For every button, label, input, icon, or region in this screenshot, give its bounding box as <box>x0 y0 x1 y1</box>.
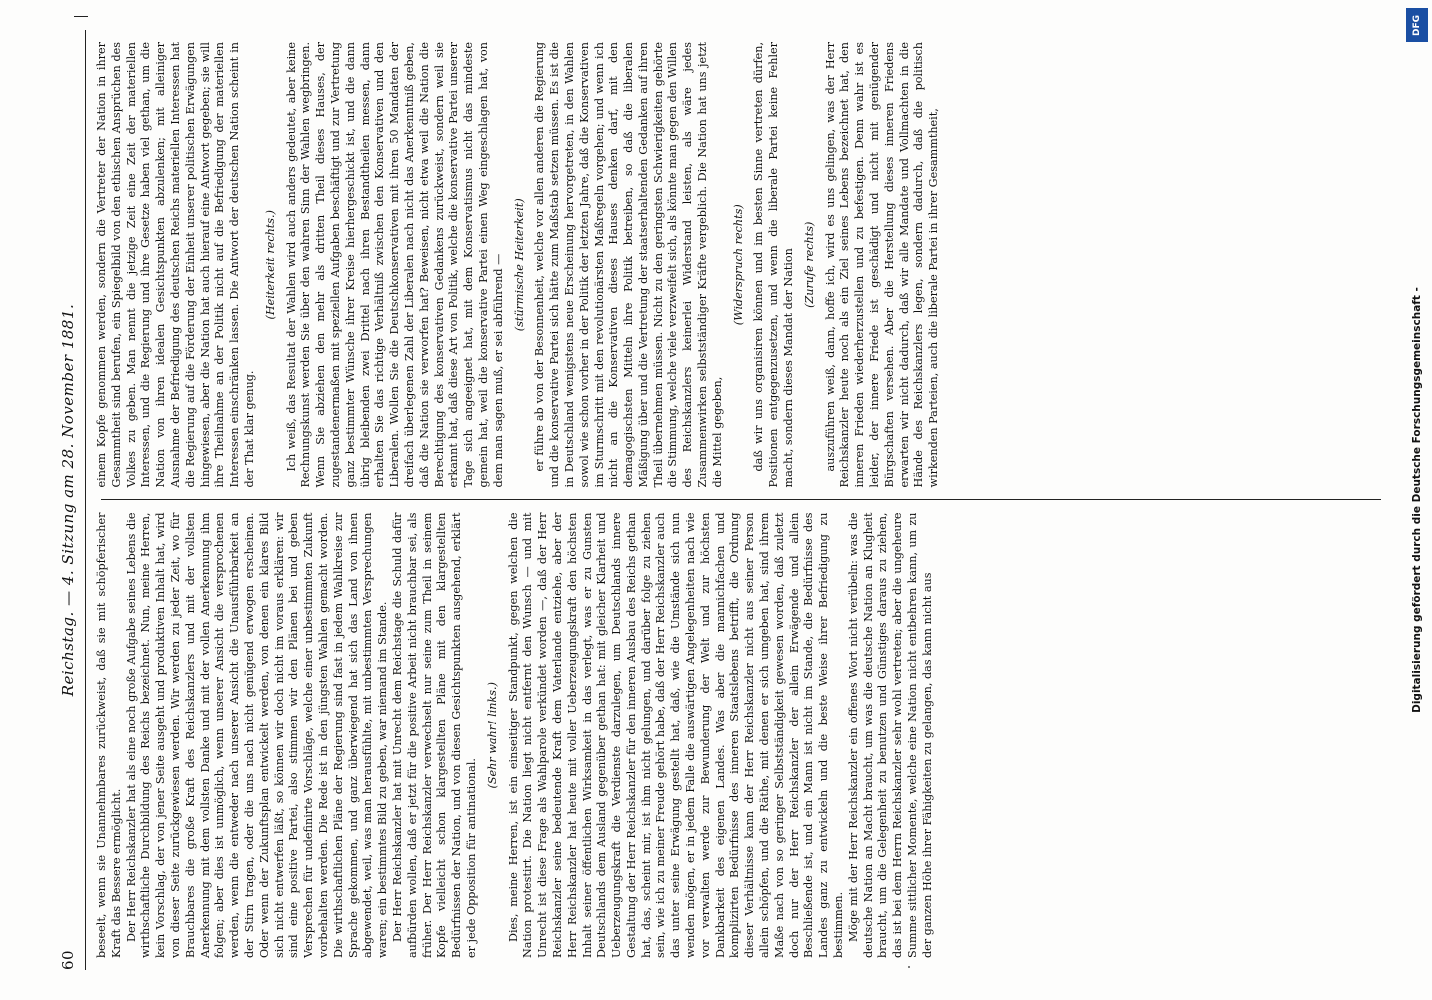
rotated-page <box>51 30 1381 970</box>
digitization-note <box>1406 8 1428 992</box>
paragraph: beseelt, wenn sie Unannehmbares zurückweist, daß sie mit schöpferischer Kraft das Bessere ermöglicht. <box>95 512 123 958</box>
margin-tick <box>74 16 88 17</box>
text-column-left <box>95 501 1381 971</box>
paragraph: Der Herr Reichskanzler hat als eine noch große Aufgabe seines Lebens die wirthschaftliche Durchbildung des Reichs bezeichnet. Nun, meine Herren, kein Vorschlag, der von jener Seite ausgeht und produktiven Inhalt hat, wird von dieser Seite zurückgewiesen werden. Wir werden zu jeder Zeit, wo für Brauchbares die große Kraft des Reichskanzlers und mit der vollsten Anerkennung mit dem vollsten Danke und mit der vollen Anerkennung ihm folgen; aber dies ist unmöglich, wenn unserer Ansicht die versprochenen werden, wenn die entweder nach unserer Ansicht die Unausführbarkeit an der Stirn tragen, oder die uns nach nicht genügend erwogen erscheinen. Oder wenn der Zukunftsplan entwickelt werden, von denen ein klares Bild sich nicht entwerfen läßt, so können wir doch nicht im voraus erklären: wir sind eine positive Partei, also stimmen wir den Plänen bei und geben Versprechen für undefinirte Vorschläge, welche einer unbestimmten Zukunft vorbehalten werden. Die Rede ist in den jüngsten Wahlen gemacht worden. Die wirthschaftlichen Pläne der Regierung sind fast in jedem Wahlkreise zur Sprache gekommen, und ganz überwiegend hat sich das Land von ihnen abgewendet, weil, was man herausfühlte, mit unbestimmten Versprechungen waren; ein bestimmtes Bild zu geben, war niemand im Stande. <box>124 512 390 958</box>
paragraph: Ich weiß, das Resultat der Wahlen wird auch anders gedeutet, aber keine Rechnungskunst werden Sie über den wahren Sinn der Wahlen wegbringen. Wenn Sie abziehen den mehr als dritten Theil dieses Hauses, der zugestandenermaßen mit speziellen Aufgaben beschäftigt und zur Vertretung ganz bestimmter Wünsche ihrer Kreise hierhergeschickt ist, und die dann übrig bleibenden zwei Drittel nach ihren Bestandtheilen messen, dann erhalten Sie das richtige Verhältniß zwischen den Konservativen und den Liberalen. Wollen Sie die Deutschkonservativen mit ihren 50 Mandaten der dreifach überlegenen Zahl der Liberalen nach nicht das Anerkenntniß geben, daß die Nation sie verworfen hat? Beweisen, nicht etwa weil die Nation die Berechtigung des konservativen Gedankens zurückweist, sondern weil sie erkannt hat, daß diese Art von Politik, welche die konservative Partei unserer Tage sich angeeignet hat, mit dem Konservatismus nicht das mindeste gemein hat, weil die konservative Partei einen Weg eingeschlagen hat, von dem man sagen muß, er sei abführend — <box>284 42 505 488</box>
interjection: (stürmische Heiterkeit) <box>512 198 526 332</box>
paragraph: Möge mit der Herr Reichskanzler ein offenes Wort nicht verübeln: was die deutsche Nation an Macht braucht, um was die deutsche Nation an Klugheit braucht, um die Gelegenheit zu benutzen und Günstiges daraus zu ziehen, das ist bei dem Herrn Reichskanzler sehr wohl vertreten; aber die ungeheure Summe sittlicher Momente, welche eine Nation nicht entbehren kann, um zu der ganzen Höhe ihrer Fähigkeiten zu gelangen, das kann nicht aus <box>846 512 934 958</box>
paragraph: er führe ab von der Besonnenheit, welche vor allen anderen die Regierung und die konservative Partei sich hätte zum Maßstab setzen müssen. Es ist die in Deutschland wenigstens neue Erscheinung hervorgetreten, in den Wahlen sowol wie schon vorher in der Politik der letzten Jahre, daß die Konservativen im Sturmschritt mit den revolutionärsten Maßregeln vorgehen; und wenn ich nicht an die Konservativen dieses Hauses denken darf, mit den demagogischsten Mitteln ihre Politik betreiben, so daß die liberalen Mäßigung über und die Vertretung der staatserhaltenden Gedanken auf ihren Theil übernehmen müssen. Nicht zu den geringsten Schwierigkeiten gehörte die Stimmung, welche viele verzweifelt sich, als könnte man gegen den Willen des Reichskanzlers keinerlei Widerstand leisten, als wäre jedes Zusammenwirken selbstständiger Kräfte vergeblich. Die Nation hat uns jetzt die Mittel gegeben, <box>533 42 724 488</box>
page-number: 60 <box>59 949 77 970</box>
interjection: (Sehr wahr! links.) <box>485 682 499 789</box>
dfg-logo: DFG <box>1406 8 1428 42</box>
digitization-credit: Digitalisierung gefördert durch die Deutsche Forschungsgemeinschaft - <box>1411 287 1423 713</box>
paragraph: Der Herr Reichskanzler hat mit Unrecht dem Reichstage die Schuld dafür aufbürden wollen, daß er jetzt für die positive Arbeit nicht brauchbar sei, als früher. Der Herr Reichskanzler verwechselt nur seine zum Theil in seinem Kopfe vielleicht schon klargestellten Pläne mit den klargestellten Bedürfnissen der Nation, und von diesen Gesichtspunkten ausgehend, erklärt er jede Opposition für antinational. <box>390 512 478 958</box>
column-rule <box>101 500 1381 501</box>
text-column-right <box>95 30 1381 500</box>
speck <box>908 966 910 968</box>
paragraph: daß wir uns organisiren können und im besten Sinne vertreten dürfen, Positionen entgegenzusetzen, und wenn die liberale Partei keine Fehler macht, sondern dieses Mandat der Nation <box>752 42 796 488</box>
paragraph: einem Kopfe genommen werden, sondern die Vertreter der Nation in ihrer Gesammtheit sind berufen, ein Spiegelbild von den ethischen Ansprüchen des Volkes zu geben. Man nennt die jetzige Zeit eine Zeit der materiellen Interessen, und die Regierung und ihre Gesetze haben viel gethan, um die Nation von ihren idealen Gesichtspunkten abzulenken; mit alleiniger Ausnahme der Befriedigung des deutschen Reichs materiellen Interessen hat die Regierung auf die Förderung der Einheit unserer politischen Erwägungen hingewiesen, aber die Nation hat auch hierauf eine Antwort gegeben; sie will ihre Theilnahme an der Politik nicht auf die Befriedigung der materiellen Interessen einschränken lassen. Die Antwort der deutschen Nation scheint in der That klar genug. <box>95 42 256 488</box>
interjection: (Zurufe rechts) <box>802 221 816 308</box>
interjection: (Widerspruch rechts) <box>731 204 745 326</box>
text-columns <box>95 30 1381 970</box>
running-head <box>51 30 86 970</box>
running-title: Reichstag. — 4. Sitzung am 28. November 1881. <box>59 303 77 697</box>
paragraph: Dies, meine Herren, ist ein einseitiger Standpunkt, gegen welchen die Nation protestirt. Die Nation liegt nicht entfernt den Wunsch — und mit Unrecht ist diese Frage als Wahlparole verkündet worden —, daß der Herr Reichskanzler seine bedeutende Kraft dem Vaterlande entziehe, aber der Herr Reichskanzler hat heute mit voller Ueberzeugungskraft den höchsten Inhalt seiner öffentlichen Wirksamkeit in das verlegt, was er zu Gunsten Deutschlands dem Ausland gegenüber gethan hat: mit gleicher Klarheit und Ueberzeugungskraft die Verdienste darzulegen, um Deutschlands innere Gestaltung der Herr Reichskanzler für den inneren Ausbau des Reichs gethan hat, das, scheint mir, ist ihm nicht gelungen, und darüber folge zu ziehen sein, wie ich zu meiner Freude gehört habe, daß der Herr Reichskanzler auch das unter seine Erwägung gestellt hat, daß, wie die Umstände sich nun wenden mögen, er in jedem Falle die auswärtigen Angelegenheiten nach wie vor verwalten werde zur Bewunderung der Welt und zur höchsten Dankbarkeit des eigenen Landes. Was aber die mannichfachen und komplizirten Bedürfnisse des inneren Staatslebens betrifft, die Ordnung dieser Verhältnisse kann der Herr Reichskanzler nicht aus seiner Person allein schöpfen, und die Räthe, mit denen er sich umgeben hat, sind ihrem Maße nach von so geringer Selbstständigkeit gewesen worden, daß zuletzt doch nur der Herr Reichskanzler der allein Erwägende und allein Beschließende ist, und ein Mann ist nicht im Stande, die Bedürfnisse des Landes ganz zu entwickeln und die beste Weise ihrer Befriedigung zu bestimmen. <box>506 512 846 958</box>
interjection: (Heiterkeit rechts.) <box>263 210 277 320</box>
paragraph: auszuführen weiß, dann, hoffe ich, wird es uns gelingen, was der Herr Reichskanzler heute noch als ein Ziel seines Lebens bezeichnet hat, den inneren Frieden wiederherzustellen und zu befestigen. Denn wahr ist es leider, der innere Friede ist geschädigt und nicht mit genügender Bürgschaften versehen. Aber die Herstellung dieses inneren Friedens erwarten wir nicht dadurch, daß wir alle Mandate und Vollmachten in die Hände des Reichskanzlers legen, sondern dadurch, daß die politisch wirkenden Parteien, auch die liberale Partei in ihrer Gesammtheit, <box>823 42 941 488</box>
